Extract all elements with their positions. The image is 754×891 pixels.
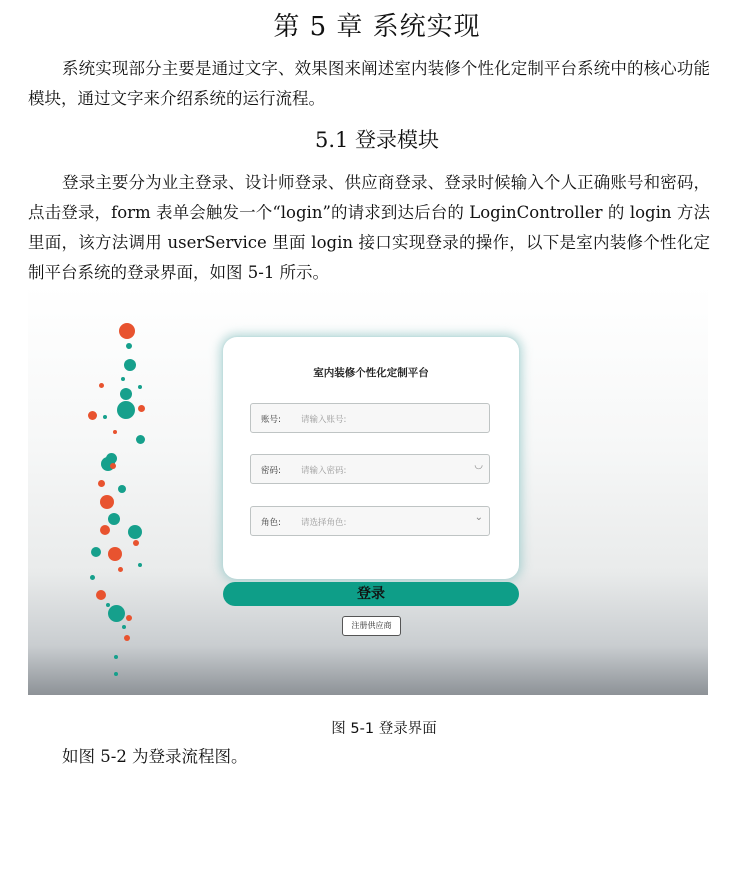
figure-caption: 图 5-1 登录界面	[331, 721, 437, 737]
decorative-dot	[108, 547, 122, 561]
decorative-dot	[106, 603, 110, 607]
password-field[interactable]	[250, 454, 490, 484]
register-supplier-button[interactable]: 注册供应商	[342, 616, 401, 636]
role-select[interactable]	[250, 506, 490, 536]
decorative-dot	[96, 590, 106, 600]
section-title: 5.1 登录模块	[314, 128, 440, 152]
password-label: 密码:	[261, 466, 281, 476]
decorative-dot	[124, 359, 136, 371]
decorative-dot	[138, 385, 142, 389]
decorative-dot	[138, 563, 142, 567]
decorative-dot	[91, 547, 101, 557]
closing-paragraph: 如图 5-2 为登录流程图。	[62, 747, 248, 766]
section-paragraph: 登录主要分为业主登录、设计师登录、供应商登录、登录时候输入个人正确账号和密码，点击登录，form 表单会触发一个“login”的请求到达后台的 LoginController 的 login 方法里面，该方法调用 userService 里面 login 接口实现登录的操作，以下是室内装修个性化定制平台系统的登录界面，如图 5-1 所示。	[28, 173, 710, 282]
decorative-dot	[103, 415, 107, 419]
decorative-dot	[118, 485, 126, 493]
chevron-down-icon[interactable]: ⌄	[474, 512, 483, 523]
decorative-dot	[118, 567, 123, 572]
intro-paragraph: 系统实现部分主要是通过文字、效果图来阐述室内装修个性化定制平台系统中的核心功能模块，通过文字来介绍系统的运行流程。	[28, 59, 710, 108]
decorative-dot	[114, 672, 118, 676]
decorative-dot	[122, 625, 126, 629]
decorative-dot	[126, 615, 132, 621]
decorative-dot	[126, 343, 132, 349]
platform-title: 室内装修个性化定制平台	[313, 367, 429, 379]
decorative-dot	[99, 383, 104, 388]
password-placeholder: 请输入密码:	[301, 466, 347, 476]
account-placeholder: 请输入账号:	[301, 415, 347, 425]
decorative-dot	[100, 495, 114, 509]
decorative-dot	[119, 323, 135, 339]
decorative-dot	[136, 435, 145, 444]
account-field[interactable]	[250, 403, 490, 433]
login-card	[223, 337, 519, 579]
decorative-dot	[110, 463, 116, 469]
decorative-dot	[124, 635, 130, 641]
eye-icon[interactable]: ◡	[474, 460, 483, 471]
decorative-dot	[114, 655, 118, 659]
decorative-dot	[133, 540, 139, 546]
decorative-dot	[108, 605, 125, 622]
decorative-dot	[117, 401, 135, 419]
decorative-dot	[88, 411, 97, 420]
decorative-dot	[98, 480, 105, 487]
decorative-dot	[138, 405, 145, 412]
role-placeholder: 请选择角色:	[301, 518, 347, 528]
role-label: 角色:	[261, 518, 281, 528]
decorative-dot	[128, 525, 142, 539]
chapter-title: 第 5 章 系统实现	[273, 12, 481, 42]
decorative-dot	[113, 430, 117, 434]
decorative-dot	[120, 388, 132, 400]
account-label: 账号:	[261, 415, 281, 425]
decorative-dot	[121, 377, 125, 381]
login-button[interactable]: 登录	[223, 582, 519, 606]
decorative-dot	[100, 525, 110, 535]
login-screenshot-figure	[28, 285, 708, 695]
decorative-dot	[108, 513, 120, 525]
decorative-dot	[90, 575, 95, 580]
